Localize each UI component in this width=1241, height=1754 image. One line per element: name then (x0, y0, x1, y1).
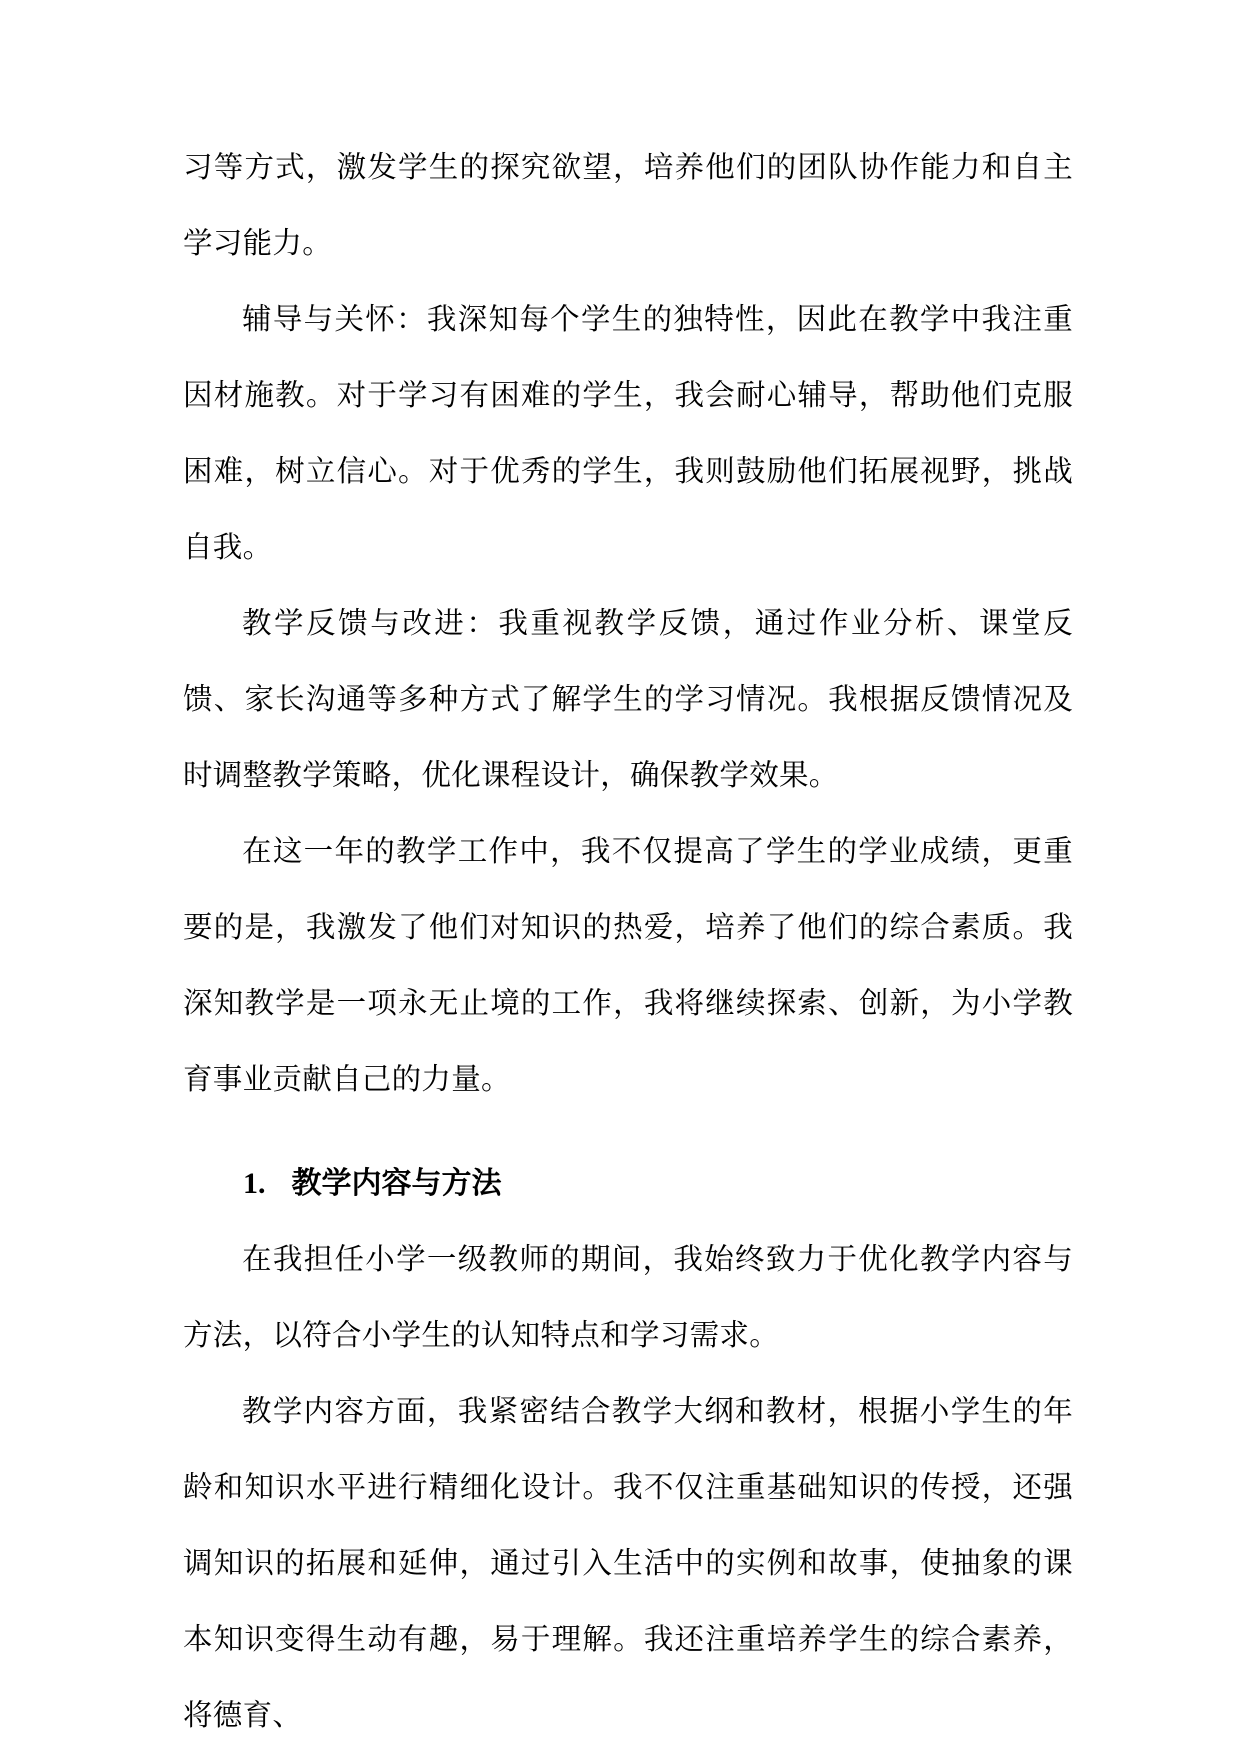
document-content (183, 130, 1073, 1754)
paragraph: 辅导与关怀：我深知每个学生的独特性，因此在教学中我注重因材施教。对于学习有困难的学生，我会耐心辅导，帮助他们克服困难，树立信心。对于优秀的学生，我则鼓励他们拓展视野，挑战自我。 (183, 304, 1073, 564)
paragraph: 教学反馈与改进：我重视教学反馈，通过作业分析、课堂反馈、家长沟通等多种方式了解学生的学习情况。我根据反馈情况及时调整教学策略，优化课程设计，确保教学效果。 (183, 608, 1073, 792)
paragraph: 教学内容方面，我紧密结合教学大纲和教材，根据小学生的年龄和知识水平进行精细化设计。我不仅注重基础知识的传授，还强调知识的拓展和延伸，通过引入生活中的实例和故事，使抽象的课本知识变得生动有趣，易于理解。我还注重培养学生的综合素养，将德育、 (183, 1396, 1073, 1732)
paragraph: 在这一年的教学工作中，我不仅提高了学生的学业成绩，更重要的是，我激发了他们对知识的热爱，培养了他们的综合素质。我深知教学是一项永无止境的工作，我将继续探索、创新，为小学教育事业贡献自己的力量。 (183, 836, 1073, 1096)
heading-number: 1. (243, 1167, 266, 1200)
section-heading (183, 1146, 1073, 1222)
paragraph: 在我担任小学一级教师的期间，我始终致力于优化教学内容与方法，以符合小学生的认知特点和学习需求。 (183, 1244, 1073, 1352)
heading-text: 教学内容与方法 (291, 1167, 502, 1200)
paragraph: 习等方式，激发学生的探究欲望，培养他们的团队协作能力和自主学习能力。 (183, 152, 1073, 260)
